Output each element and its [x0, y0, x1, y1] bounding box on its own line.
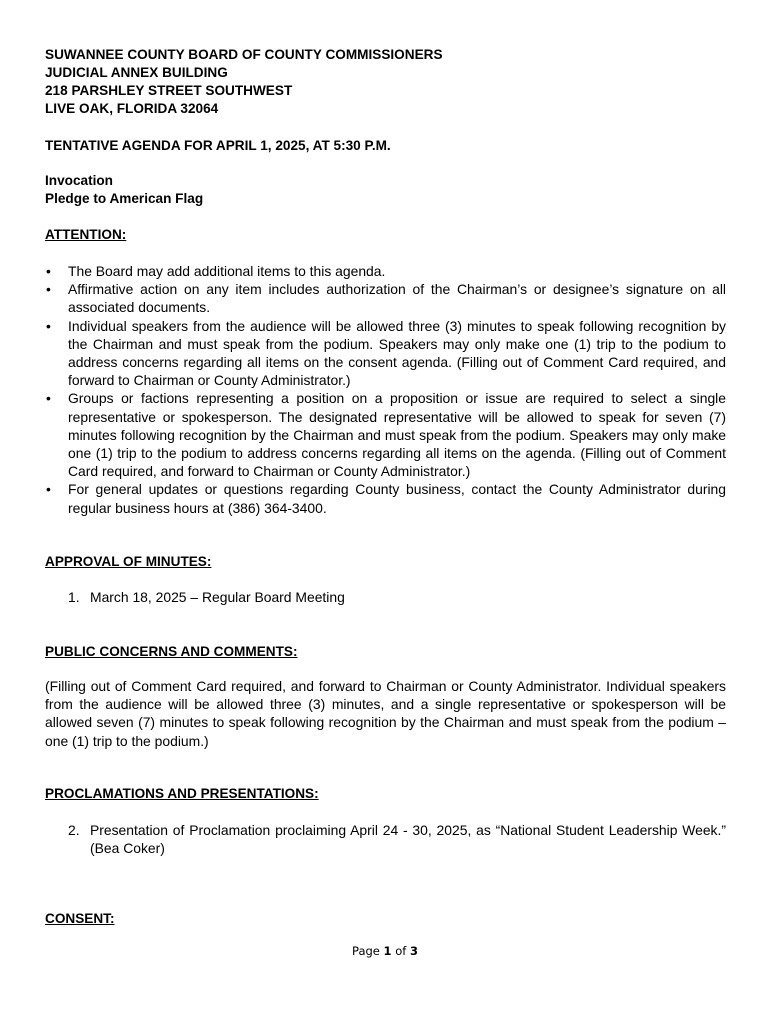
approval-of-minutes-heading: APPROVAL OF MINUTES: [45, 554, 212, 569]
page-footer [0, 944, 770, 958]
current-page-number: 1 [383, 944, 392, 958]
minutes-item [68, 588, 726, 606]
list-item-text: The Board may add additional items to this agenda. [68, 263, 386, 279]
list-item-text: Groups or factions representing a position on a proposition or issue are required to select a single representative or spokesperson. The designated representative will be allowed to speak for seven (7) minutes following recognition by the Chairman and must speak from the podium. Speakers may only make one (1) trip to the podium to address concerns regarding all items on the agenda. (Filling out of Comment Card required, and forward to Chairman or County Administrator.) [68, 390, 726, 480]
bullet: • [46, 390, 51, 407]
list-item [45, 262, 726, 280]
proclamation-item [68, 821, 726, 857]
list-item [45, 480, 726, 516]
item-number: 1. [68, 589, 80, 605]
bullet: • [46, 281, 51, 298]
public-concerns-heading: PUBLIC CONCERNS AND COMMENTS: [45, 644, 298, 659]
page-word: Page [352, 944, 380, 958]
letterhead [45, 46, 443, 118]
city-state-zip: LIVE OAK, FLORIDA 32064 [45, 101, 219, 116]
public-concerns-text: (Filling out of Comment Card required, and forward to Chairman or County Administrator. Individual speakers from the audience will be allowed three (3) minutes, and a single representative or spokesperson will be allowed seven (7) minutes to speak following recognition by the Chairman and must speak from the podium – one (1) trip to the podium.) [45, 678, 726, 749]
list-item [45, 317, 726, 390]
total-pages-number: 3 [409, 944, 418, 958]
list-item-text: Affirmative action on any item includes authorization of the Chairman’s or designee’s signature on all associated documents. [68, 281, 726, 316]
board-name: SUWANNEE COUNTY BOARD OF COUNTY COMMISSIONERS [45, 47, 443, 62]
list-item [45, 280, 726, 316]
proclamations-heading: PROCLAMATIONS AND PRESENTATIONS: [45, 786, 319, 801]
invocation: Invocation [45, 173, 113, 188]
list-item [45, 389, 726, 480]
list-item-text: Individual speakers from the audience will be allowed three (3) minutes to speak following recognition by the Chairman and must speak from the podium. Speakers may only make one (1) trip to the podium to address concerns regarding all items on the consent agenda. (Filling out of Comment Card required, and forward to Chairman or County Administrator.) [68, 317, 726, 389]
bullet: • [46, 263, 51, 279]
item-text: Presentation of Proclamation proclaiming April 24 - 30, 2025, as “National Student Leadership Week.” (Bea Coker) [90, 822, 726, 857]
attention-list [45, 262, 726, 517]
building-name: JUDICIAL ANNEX BUILDING [45, 65, 228, 80]
attention-heading: ATTENTION: [45, 227, 127, 242]
item-number: 2. [68, 822, 80, 838]
opening-items [45, 172, 203, 208]
bullet: • [46, 481, 51, 498]
item-text: March 18, 2025 – Regular Board Meeting [90, 589, 345, 605]
agenda-title: TENTATIVE AGENDA FOR APRIL 1, 2025, AT 5:30 P.M. [45, 138, 391, 153]
pledge: Pledge to American Flag [45, 191, 204, 206]
consent-heading: CONSENT: [45, 911, 115, 926]
bullet: • [46, 317, 51, 334]
of-word: of [395, 944, 407, 958]
street-address: 218 PARSHLEY STREET SOUTHWEST [45, 83, 293, 98]
list-item-text: For general updates or questions regarding County business, contact the County Administrator during regular business hours at (386) 364-3400. [68, 481, 726, 516]
